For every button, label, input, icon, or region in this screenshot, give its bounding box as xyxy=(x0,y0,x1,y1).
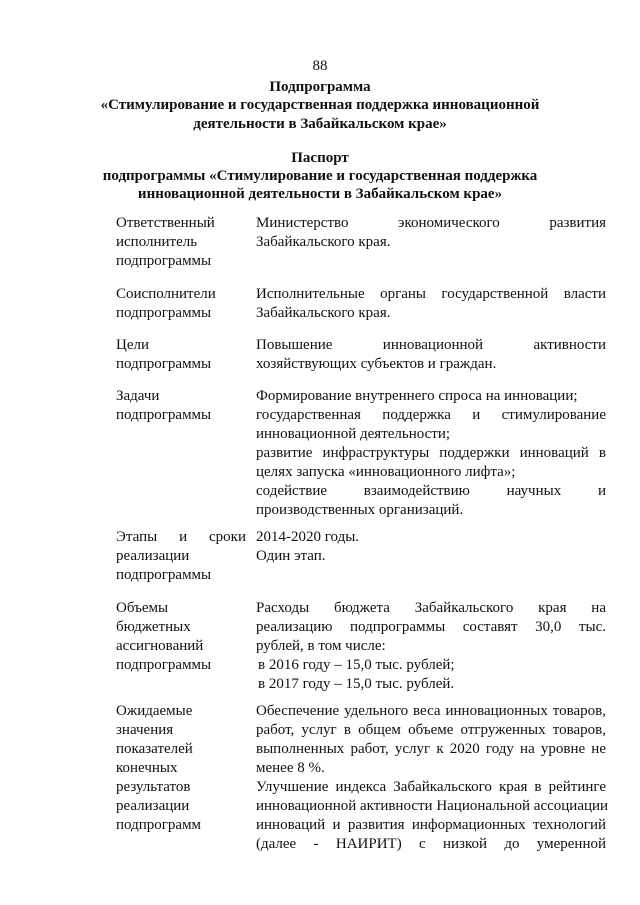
value-line: целях запуска «инновационного лифта»; xyxy=(256,464,516,480)
value-line: Министерство экономического развития xyxy=(256,215,606,231)
value-line: хозяйствующих субъектов и граждан. xyxy=(256,356,497,372)
label-line: Объемы xyxy=(116,600,169,616)
label-line: подпрограмм xyxy=(116,817,202,833)
label-line: реализации xyxy=(116,798,190,814)
row-label xyxy=(116,214,246,271)
label-line: показателей xyxy=(116,741,193,757)
value-line: производственных организаций. xyxy=(256,502,464,518)
label-line: Этапы и сроки xyxy=(116,529,246,545)
subprogram-title-line-2: деятельности в Забайкальском крае» xyxy=(193,116,447,132)
row-value xyxy=(256,336,606,374)
label-line: Задачи xyxy=(116,388,160,404)
value-line: рублей, в том числе: xyxy=(256,638,386,654)
label-line: подпрограммы xyxy=(116,253,212,269)
row-label xyxy=(116,702,246,835)
label-line: Цели xyxy=(116,337,150,353)
row-value xyxy=(256,599,606,694)
label-line: Ответственный xyxy=(116,215,215,231)
page-number: 88 xyxy=(312,58,328,74)
passport-title-line-2: инновационной деятельности в Забайкальском крае» xyxy=(137,186,503,202)
row-value xyxy=(256,528,606,566)
subprogram-heading: Подпрограмма xyxy=(269,79,371,95)
row-value xyxy=(256,702,609,854)
value-line: Формирование внутреннего спроса на инновации; xyxy=(256,388,578,404)
row-label xyxy=(116,599,246,675)
row-value xyxy=(256,285,606,323)
label-line: подпрограммы xyxy=(116,657,212,673)
value-line: Забайкальского края. xyxy=(256,234,391,250)
subprogram-title-line-1: «Стимулирование и государственная поддержка инновационной xyxy=(100,97,540,113)
value-line: Повышение инновационной активности xyxy=(256,337,606,353)
value-line: содействие взаимодействию научных и xyxy=(256,483,606,499)
value-line: работ, услуг в общем объеме отгруженных товаров, xyxy=(256,722,606,738)
row-value xyxy=(256,387,606,520)
row-label xyxy=(116,336,246,374)
label-line: подпрограммы xyxy=(116,407,212,423)
label-line: бюджетных xyxy=(116,619,191,635)
value-line: Один этап. xyxy=(256,548,326,564)
label-line: подпрограммы xyxy=(116,356,212,372)
value-line: инновационной активности Национальной ассоциации xyxy=(256,798,609,814)
label-line: подпрограммы xyxy=(116,305,212,321)
row-value xyxy=(256,214,606,252)
label-line: результатов xyxy=(116,779,191,795)
row-label xyxy=(116,528,246,585)
label-line: конечных xyxy=(116,760,178,776)
value-line: Улучшение индекса Забайкальского края в рейтинге xyxy=(256,779,606,795)
value-line: 2014-2020 годы. xyxy=(256,529,360,545)
label-line: Ожидаемые xyxy=(116,703,193,719)
value-line: Обеспечение удельного веса инновационных товаров, xyxy=(256,703,606,719)
value-line: реализацию подпрограммы составят 30,0 тыс. xyxy=(256,619,606,635)
value-line: Расходы бюджета Забайкальского края на xyxy=(256,600,606,616)
value-line: инновационной деятельности; xyxy=(256,426,451,442)
value-line: развитие инфраструктуры поддержки инноваций в xyxy=(256,445,606,461)
row-label xyxy=(116,387,246,425)
value-line: в 2016 году – 15,0 тыс. рублей; xyxy=(258,657,455,673)
label-line: реализации xyxy=(116,548,190,564)
label-line: подпрограммы xyxy=(116,567,212,583)
label-line: ассигнований xyxy=(116,638,204,654)
label-line: исполнитель xyxy=(116,234,198,250)
value-line: государственная поддержка и стимулирование xyxy=(256,407,606,423)
value-line: (далее - НАИРИТ) с низкой до умеренной xyxy=(256,836,606,852)
passport-heading: Паспорт xyxy=(291,150,349,166)
value-line: в 2017 году – 15,0 тыс. рублей. xyxy=(258,676,455,692)
value-line: инноваций и развития информационных технологий xyxy=(256,817,606,833)
passport-title-line-1: подпрограммы «Стимулирование и государственная поддержка xyxy=(102,168,538,184)
value-line: выполненных работ, услуг к 2020 году на уровне не xyxy=(256,741,606,757)
row-label xyxy=(116,285,246,323)
value-line: Забайкальского края. xyxy=(256,305,391,321)
label-line: значения xyxy=(116,722,174,738)
value-line: менее 8 %. xyxy=(256,760,325,776)
value-line: Исполнительные органы государственной власти xyxy=(256,286,606,302)
label-line: Соисполнители xyxy=(116,286,216,302)
